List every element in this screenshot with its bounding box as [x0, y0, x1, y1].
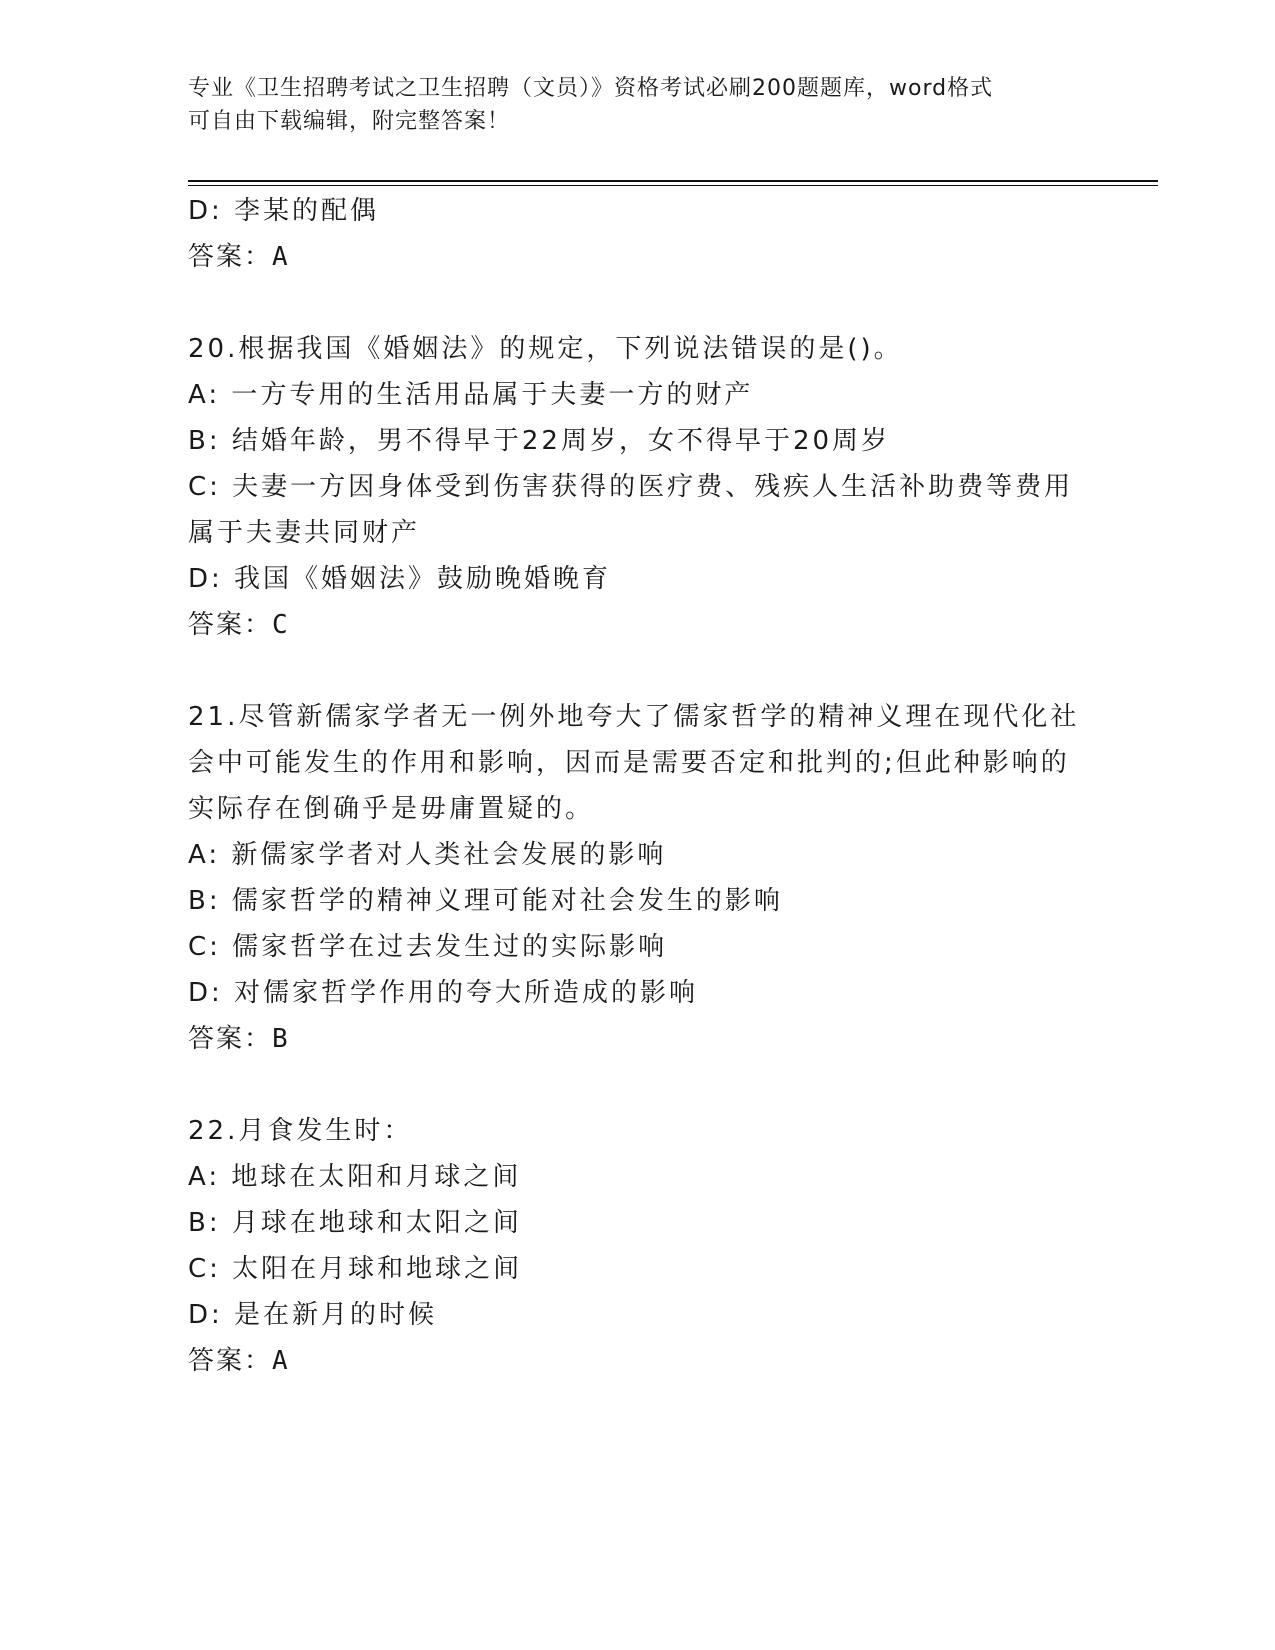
question-21 — [188, 694, 1088, 1062]
option-d: D: 李某的配偶 — [188, 196, 380, 226]
option-a: A: 新儒家学者对人类社会发展的影响 — [188, 840, 667, 870]
question-stem: 20.根据我国《婚姻法》的规定，下列说法错误的是()。 — [188, 334, 903, 364]
question-content — [188, 188, 1088, 1384]
question-20 — [188, 326, 1088, 648]
option-b: B: 结婚年龄，男不得早于22周岁，女不得早于20周岁 — [188, 426, 891, 456]
question-stem-continued: 实际存在倒确乎是毋庸置疑的。 — [188, 794, 595, 824]
option-b: B: 月球在地球和太阳之间 — [188, 1208, 522, 1238]
previous-question-tail — [188, 188, 1088, 280]
option-c: C: 太阳在月球和地球之间 — [188, 1254, 523, 1284]
header-line-2: 可自由下载编辑，附完整答案！ — [188, 109, 511, 134]
answer-value: C — [272, 610, 290, 640]
header-line-1: 专业《卫生招聘考试之卫生招聘（文员）》资格考试必刷200题题库，word格式 — [188, 76, 994, 101]
question-stem: 22.月食发生时： — [188, 1116, 413, 1146]
header-divider-thick — [188, 180, 1158, 182]
answer-value: B — [272, 1024, 290, 1054]
spacer — [188, 280, 1088, 326]
document-header — [188, 72, 1088, 138]
option-a: A: 地球在太阳和月球之间 — [188, 1162, 522, 1192]
option-d: D: 我国《婚姻法》鼓励晚婚晚育 — [188, 564, 612, 594]
option-d: D: 对儒家哲学作用的夸大所造成的影响 — [188, 978, 699, 1008]
answer-line — [188, 1016, 1088, 1062]
answer-label: 答案： — [188, 242, 273, 272]
answer-value: A — [272, 1346, 290, 1376]
answer-label: 答案： — [188, 610, 273, 640]
answer-line — [188, 1338, 1088, 1384]
answer-line — [188, 234, 1088, 280]
question-22 — [188, 1108, 1088, 1384]
option-b: B: 儒家哲学的精神义理可能对社会发生的影响 — [188, 886, 783, 916]
option-d: D: 是在新月的时候 — [188, 1300, 438, 1330]
option-c-continued: 属于夫妻共同财产 — [188, 518, 421, 548]
question-stem: 21.尽管新儒家学者无一例外地夸大了儒家哲学的精神义理在现代化社 — [188, 702, 1080, 732]
answer-value: A — [272, 242, 290, 272]
spacer — [188, 648, 1088, 694]
question-stem-continued: 会中可能发生的作用和影响，因而是需要否定和批判的;但此种影响的 — [188, 748, 1070, 778]
option-a: A: 一方专用的生活用品属于夫妻一方的财产 — [188, 380, 754, 410]
answer-label: 答案： — [188, 1024, 273, 1054]
answer-label: 答案： — [188, 1346, 273, 1376]
header-divider-thin — [188, 185, 1158, 186]
option-c: C: 儒家哲学在过去发生过的实际影响 — [188, 932, 668, 962]
spacer — [188, 1062, 1088, 1108]
option-c: C: 夫妻一方因身体受到伤害获得的医疗费、残疾人生活补助费等费用 — [188, 472, 1074, 502]
answer-line — [188, 602, 1088, 648]
